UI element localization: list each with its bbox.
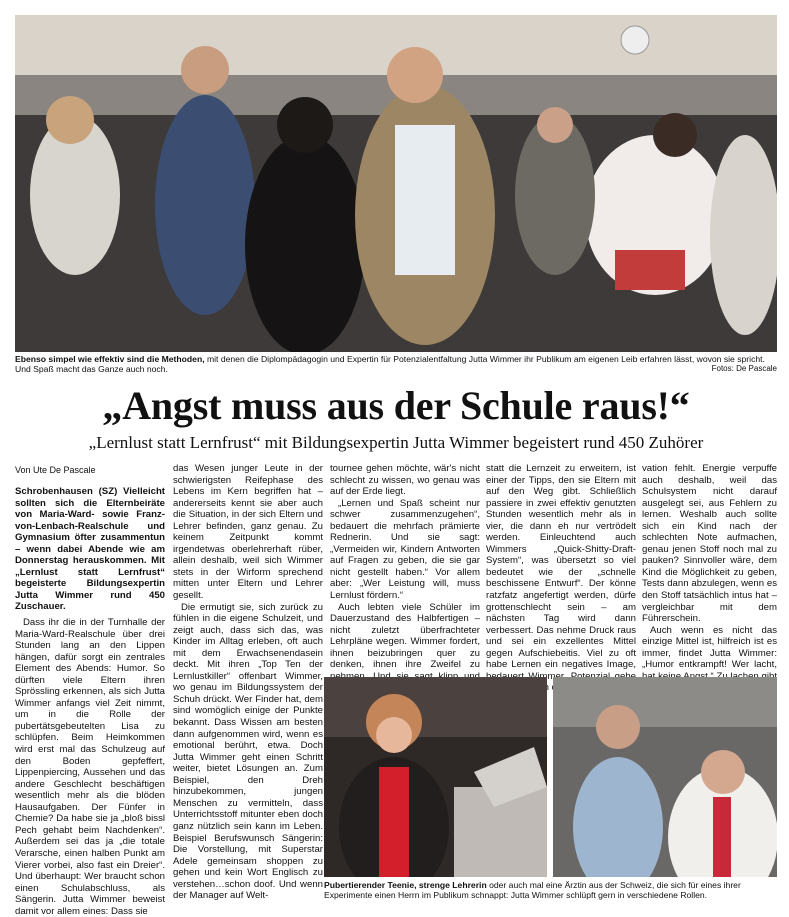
article-column-2 bbox=[173, 463, 323, 902]
photo-credit: Fotos: De Pascale bbox=[711, 364, 777, 374]
article-column-3 bbox=[330, 463, 480, 705]
paragraph: Auch lebten viele Schüler im Dauerzustand des Halbfertigen – nicht zuletzt überfrachteter Lehrpläne wegen. Wimmer fordert, ihnen beizubringen quer zu denken, ihnen ihre Zweifel zu bbox=[330, 601, 480, 671]
hero-photo bbox=[15, 15, 777, 352]
paragraph: vation fehlt. Energie verpuffe auch deshalb, weil das Schulsystem nicht darauf ausgelegt sei, aus Fehlern zu lernen. Weshalb auch sollte sich ein Kind nach der schlechten Note aufmachen, genau jenen Stoff noch mal zu pauken? Sinnvoller wäre, dem Kind die Möglichkeit zu geben, Tests dann abzulegen, wenn es den Stoff tatsächlich intus hat – vergleichbar mit dem Führerschein. bbox=[642, 463, 777, 625]
lead-paragraph: Schrobenhausen (SZ) Vielleicht sollten sich die Elternbeiräte von Maria-Ward- sowie Franz-von-Lenbach-Realschule und Gymnasium öfter zusammentun – wenn dabei Abende wie am Donnerstag herauskommen. Mit „Lernlust statt Lernfrust“ begeisterte Bildungsexpertin Jutta Wimmer rund 450 Zuschauer. bbox=[15, 486, 165, 613]
paragraph: Dass ihr die in der Turnhalle der Maria-Ward-Realschule über drei Stunden lang an den Lippen hängen, dafür sorgt ein zentrales Element des Abends: Humor. So dürften viele Eltern ihren Sprössling erkennen, als sich Jutta Wimmer anfangs viel Zeit nimmt, um in die Rolle der pubertätsgebeutelten Lisa zu schlüpfen. Beim Heimkommen wird erst mal das Schulzeug auf den Boden gepfeffert, Lippenpiercing, Aussehen und das andere Geschlecht beschäftigen wesentlich mehr als die blöden Hausaufgaben. Der Fünfer in Chemie? Da habe sie ja „bloß bissl Pech gehabt beim Nachdenken“. Außerdem sei das ja „die totale Verarsche, einen halben Punkt am Vierer vorbei, also fast ein Dreier“. Und überhaupt: Wer braucht schon einen Schulabschluss, als Sängerin. Jutta Wimmer beweist damit vor allem eines: Dass sie bbox=[15, 617, 165, 917]
paragraph: das Wesen junger Leute in der schwierigsten Reifephase des Lebens im Kern begriffen hat – andererseits kennt sie aber auch die Situation, in der sich Eltern und Lehrer befinden, ganz genau. Zu keinem Zeitpunkt kommt irgendetwas oberlehrerhaft rüber, allein deshalb, weil sich Wimmer stets in der Wirform sprechend mitten unter Eltern und Lehrer gesellt. bbox=[173, 463, 323, 602]
paragraph: Auch wenn es nicht das einzige Mittel ist, hilfreich ist es immer, findet Jutta Wimmer: „Humor entkrampft! Wer lacht, bbox=[642, 624, 777, 671]
doctor-role-photo bbox=[553, 677, 777, 877]
bottom-caption bbox=[324, 880, 777, 901]
bottom-caption-text: oder auch mal eine Ärztin aus der Schweiz, die sich für eines ihrer Experimente einen Herrn im Publikum schnappt: Jutta Wimmer schlüpft gern in verschiedene Rollen. bbox=[324, 880, 741, 901]
hero-caption bbox=[15, 354, 777, 375]
article-column-4 bbox=[486, 463, 636, 694]
hero-caption-text: mit denen die Diplompädagogin und Expertin für Potenzialentfaltung Jutta Wimmer ihr Publikum am eigenen Leib erfahren lässt, wovon sie spricht. Und Spaß macht das Ganze auch noch. bbox=[15, 354, 765, 375]
paragraph: Die ermutigt sie, sich zurück zu fühlen in die eigene Schulzeit, und zeigt auch, dass sich das, was Kinder im Alltag erleben, oft auch mit dem Erwachsenendasein deckt. Mit ihren „Top Ten der Lernlustkiller“ offenbart Wimmer, wo genau im Bildungssystem der Schuh drückt. Wer Finder hat, dem sind womöglich einige der Punkte bekannt. Dass Wissen am besten dann aufgenommen wird, wenn es emotional berührt, etwa. Doch Jutta Wimmer geht einen Schritt weiter, bietet Lösungen an. Zum Beispiel, den Dreh hinzubekommen, jungen Menschen zu vermitteln, dass Unterrichtsstoff mitunter eben doch ganz nützlich sein kann im Leben. Beispiel Berufswunsch Sängerin: Die Vorstellung, mit Superstar Adele gemeinsam shoppen zu gehen und kein Wort Englisch zu verstehen…schon doof. Und wenn der Manager auf Welt- bbox=[173, 601, 323, 902]
bottom-caption-lead: Pubertierender Teenie, strenge Lehrerin bbox=[324, 880, 487, 890]
headline: „Angst muss aus der Schule raus!“ bbox=[102, 383, 690, 428]
paragraph: tournee gehen möchte, wär's nicht schlecht zu wissen, wo genau was auf der Erde liegt. bbox=[330, 463, 480, 498]
article-column-1 bbox=[15, 486, 165, 917]
teenie-role-photo bbox=[324, 677, 547, 877]
subheadline: „Lernlust statt Lernfrust“ mit Bildungsexpertin Jutta Wimmer begeistert rund 450 Zuhörer bbox=[88, 433, 704, 452]
hero-caption-lead: Ebenso simpel wie effektiv sind die Methoden, bbox=[15, 354, 205, 364]
byline: Von Ute De Pascale bbox=[15, 465, 96, 475]
paragraph: „Lernen und Spaß scheint nur schwer zusammenzugehen“, bedauert die mehrfach prämierte Rednerin. Und sie sagt: „Vermeiden wir, Kindern Antworten auf Fragen zu geben, die sie gar nicht gestellt haben.“ Vor allem aber: „Wer Leistung will, muss Lernlust fördern.“ bbox=[330, 497, 480, 602]
paragraph: statt die Lernzeit zu erweitern, ist einer der Tipps, den sie Eltern mit auf den Weg gibt. Schließlich passiere in zwei effektiv genutzten Stunden wesentlich mehr als in vier, die dann eh nur vertrödelt werden. Einleuchtend auch Wimmers „Quick-Shitty-Draft-System“, was übersetzt so viel bedeutet wie der „schnelle beschissene Entwurf“. Der könne ratzfatz angefertigt werden, dürfe grottenschlecht sein – am nächsten Tag wird dann verbessert. Das nehme Druck raus und sei ein exzellentes Mittel gegen Aufschiebeitis. Viel zu oft habe Lernen ein negatives Image, Wimmer. bbox=[486, 463, 636, 682]
